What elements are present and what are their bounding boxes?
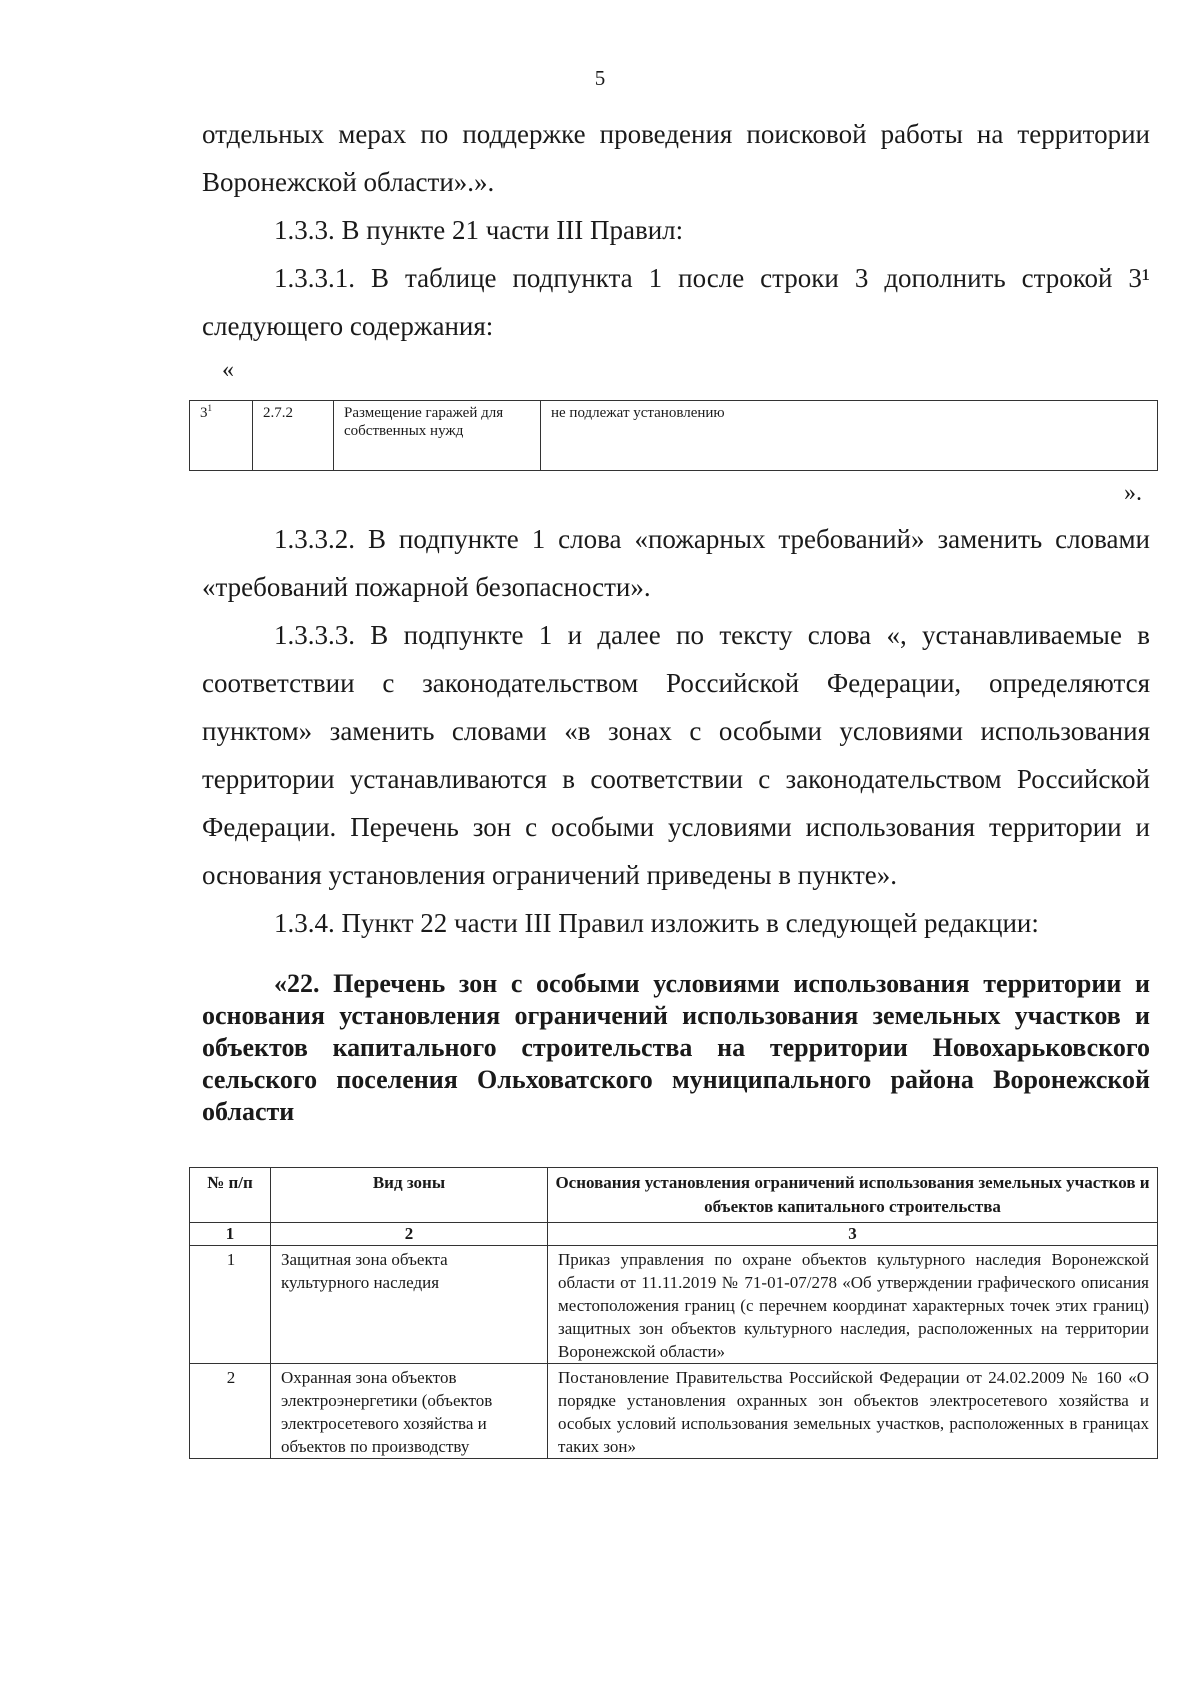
- column-number-row: [190, 1223, 1158, 1246]
- row-number-cell: $3^1$: [190, 401, 253, 471]
- name-cell: Размещение гаражей для собственных нужд: [334, 401, 541, 471]
- column-number: 3: [548, 1223, 1158, 1246]
- column-number: 2: [271, 1223, 548, 1246]
- paragraph-continuation: отдельных мерах по поддержке проведения поисковой работы на территории Воронежской области».».: [202, 119, 1150, 197]
- page-number: 5: [594, 66, 606, 90]
- table-header-row: [190, 1168, 1158, 1223]
- zone-type: Охранная зона объектов электроэнергетики (объектов электросетевого хозяйства и объектов по производству: [271, 1364, 548, 1459]
- zone-type: Защитная зона объекта культурного наследия: [271, 1246, 548, 1364]
- column-number: 1: [190, 1223, 271, 1246]
- paragraph-1-3-3-3: 1.3.3.3. В подпункте 1 и далее по тексту слова «, устанавливаемые в соответствии с законодательством Российской Федерации, определяются пунктом» заменить словами «в зонах с особыми условиями использования территории устанавливаются в соответствии с законодательством Российской Федерации. Перечень зон с особыми условиями использования территории и основания установления ограничений приведены в пункте».: [202, 620, 1150, 890]
- zone-basis: Приказ управления по охране объектов культурного наследия Воронежской области от 11.11.2019 № 71-01-07/278 «Об утверждении графического описания местоположения границ (с перечнем координат характерных точек этих границ) защитных зон объектов культурного наследия, расположенных на территории Воронежской области»: [548, 1246, 1158, 1364]
- zone-basis: Постановление Правительства Российской Федерации от 24.02.2009 № 160 «О порядке установления охранных зон объектов электросетевого хозяйства и особых условий использования земельных участков, расположенных в границах таких зон»: [548, 1364, 1158, 1459]
- table-row: [190, 401, 1158, 471]
- paragraph-1-3-3-2: 1.3.3.2. В подпункте 1 слова «пожарных требований» заменить словами «требований пожарной безопасности».: [202, 524, 1150, 602]
- quote-close: ».: [1124, 480, 1142, 506]
- inserted-row-table: [189, 400, 1158, 471]
- value-cell: не подлежат установлению: [541, 401, 1158, 471]
- paragraph-1-3-3: 1.3.3. В пункте 21 части III Правил:: [274, 215, 684, 245]
- paragraph-1-3-4: 1.3.4. Пункт 22 части III Правил изложить в следующей редакции:: [274, 908, 1039, 938]
- row-number: 2: [190, 1364, 271, 1459]
- code-cell: 2.7.2: [253, 401, 334, 471]
- row-number: 1: [190, 1246, 271, 1364]
- section-heading: «22. Перечень зон с особыми условиями использования территории и основания установления ограничений использования земельных участков и объектов капитального строительства на территории Новохарьковского сельского поселения Ольховатского муниципального района Воронежской области: [202, 969, 1150, 1126]
- paragraph-1-3-3-1: 1.3.3.1. В таблице подпункта 1 после строки 3 дополнить строкой 3¹ следующего содержания:: [202, 263, 1150, 341]
- table-row: [190, 1364, 1158, 1459]
- zones-table: [189, 1167, 1158, 1459]
- header-basis: Основания установления ограничений использования земельных участков и объектов капитального строительства: [548, 1168, 1158, 1223]
- quote-open: «: [222, 357, 234, 383]
- table-row: [190, 1246, 1158, 1364]
- header-zone-type: Вид зоны: [271, 1168, 548, 1223]
- header-number: № п/п: [190, 1168, 271, 1223]
